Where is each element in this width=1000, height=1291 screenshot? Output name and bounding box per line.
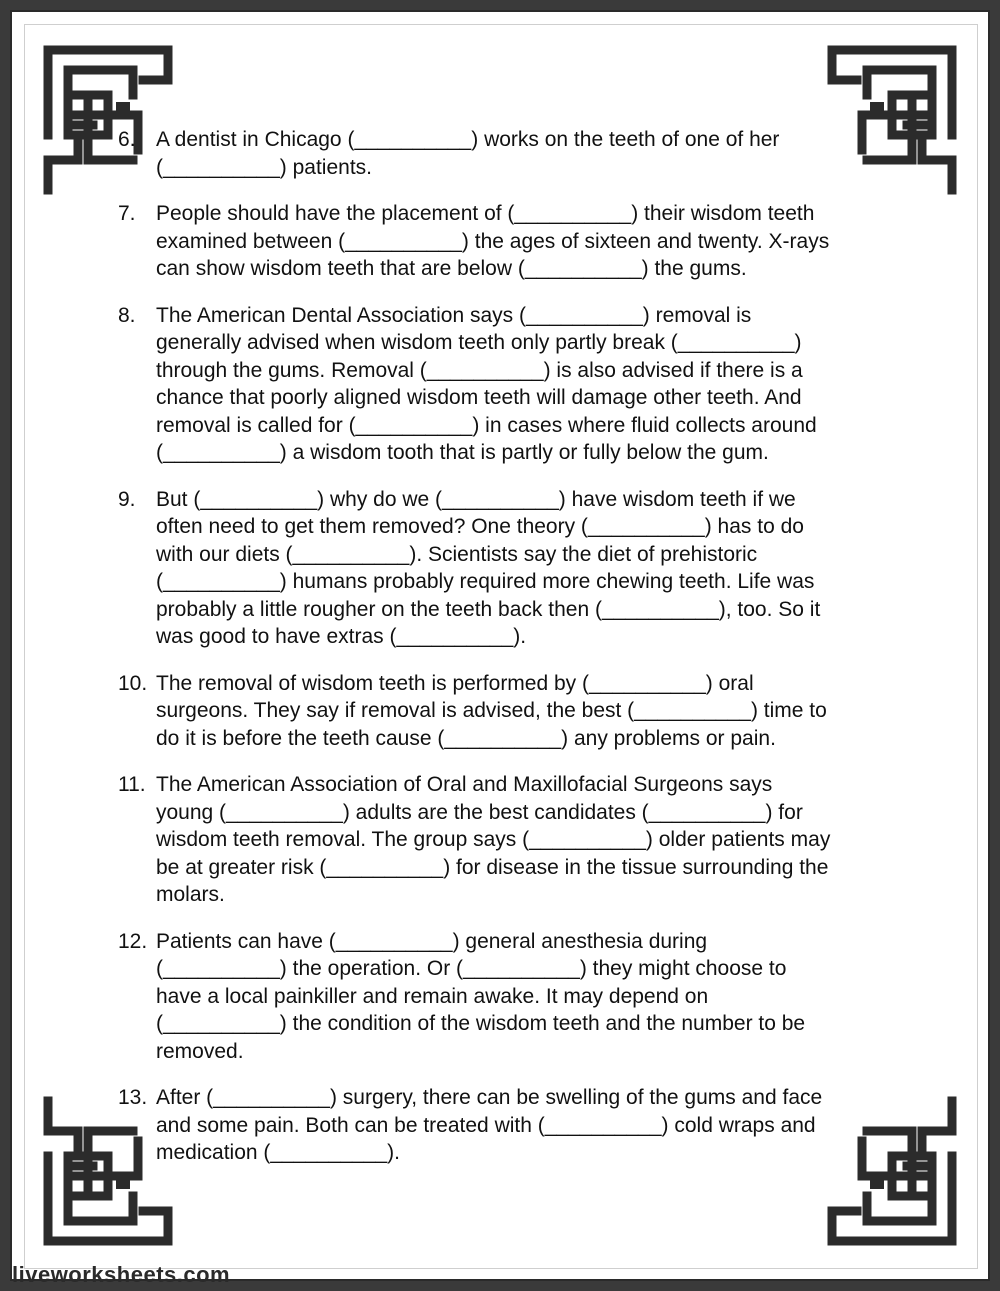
question-item — [118, 1084, 908, 1167]
question-item — [118, 302, 908, 467]
question-number: 7. — [118, 202, 136, 225]
question-text: The American Association of Oral and Maxillofacial Surgeons says young (__________) adults are the best candidates (__________) for wisdom teeth removal. The group says (__________) older patients may be at greater risk (__________) for disease in the tissue surrounding the molars. — [156, 773, 831, 906]
question-number: 11. — [118, 773, 146, 796]
question-number: 12. — [118, 929, 148, 953]
watermark: liveworksheets.com — [12, 1262, 231, 1287]
question-item — [118, 200, 908, 283]
question-item — [118, 771, 908, 909]
question-text: The removal of wisdom teeth is performed by (__________) oral surgeons. They say if removal is advised, the best (__________) time to do it is before the teeth cause (__________) any problems or pain. — [156, 671, 827, 750]
question-text: People should have the placement of (__________) their wisdom teeth examined between (__________) the ages of sixteen and twenty. X-rays can show wisdom teeth that are below (__________) the gums. — [156, 202, 830, 280]
question-item — [118, 928, 908, 1066]
question-text: But (__________) why do we (__________) have wisdom teeth if we often need to get them removed? One theory (__________) has to do with our diets (__________). Scientists say the diet of prehistoric (__________) humans probably required more chewing teeth. Life was probably a little rougher on the teeth back then (__________), too. So it was good to have extras (__________). — [156, 487, 821, 648]
question-item — [118, 126, 908, 181]
question-list — [118, 126, 908, 1186]
question-item — [118, 670, 908, 753]
question-number: 13. — [118, 1086, 148, 1109]
question-text: A dentist in Chicago (__________) works on the teeth of one of her (__________) patients. — [156, 128, 780, 179]
worksheet-page — [10, 10, 990, 1281]
question-number: 9. — [118, 487, 136, 511]
question-text: After (__________) surgery, there can be swelling of the gums and face and some pain. Both can be treated with (__________) cold wraps and medication (__________). — [156, 1086, 823, 1164]
question-text: Patients can have (__________) general anesthesia during (__________) the operation. Or (__________) they might choose to have a local painkiller and remain awake. It may depend on (__________) the condition of the wisdom teeth and the number to be removed. — [156, 929, 806, 1063]
question-number: 10. — [118, 671, 148, 695]
question-number: 8. — [118, 303, 136, 327]
question-text: The American Dental Association says (__________) removal is generally advised when wisdom teeth only partly break (__________) through the gums. Removal (__________) is also advised if there is a chance that poorly aligned wisdom teeth will damage other teeth. And removal is called for (__________) in cases where fluid collects around (__________) a wisdom tooth that is partly or fully below the gum. — [156, 303, 817, 464]
question-number: 6. — [118, 128, 136, 151]
question-item — [118, 486, 908, 651]
